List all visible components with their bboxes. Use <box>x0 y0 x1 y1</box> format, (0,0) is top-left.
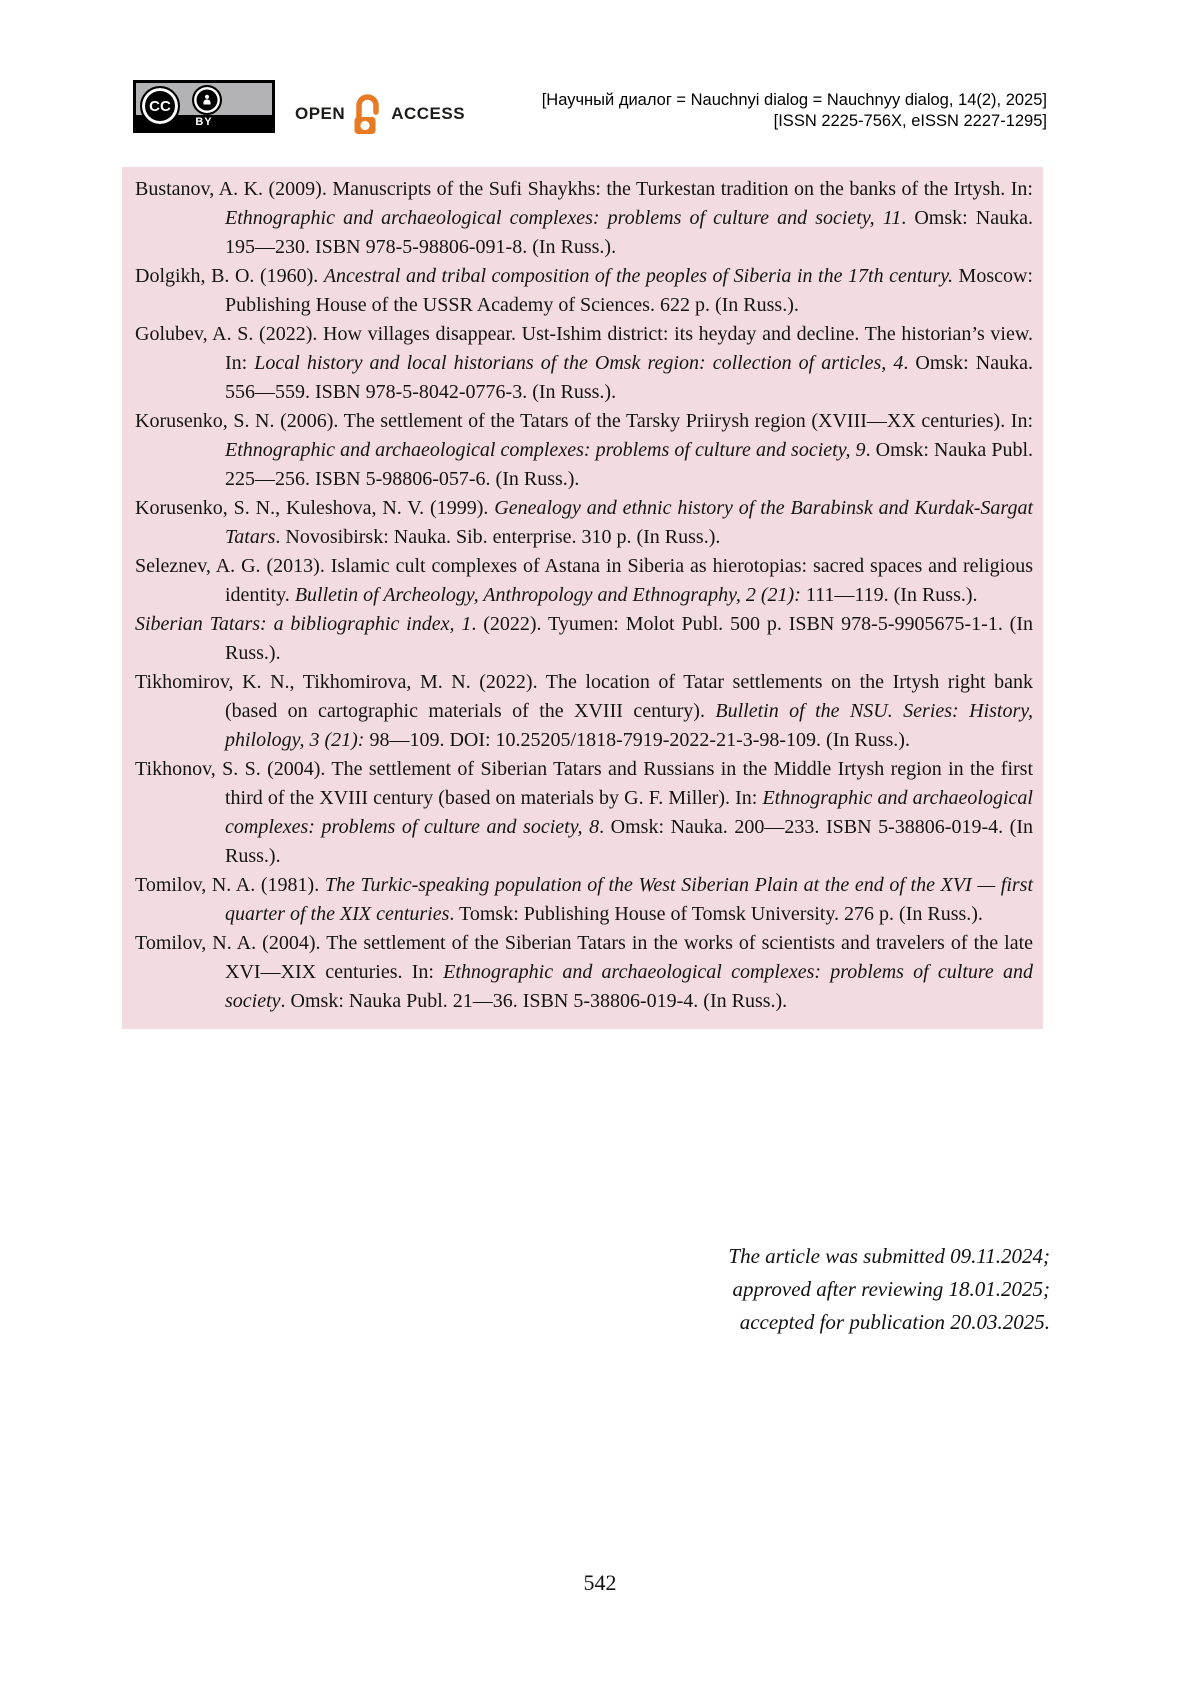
journal-header <box>542 90 1047 132</box>
open-access-access-label: ACCESS <box>391 104 466 123</box>
approved-date-line: approved after reviewing 18.01.2025; <box>732 1277 1050 1301</box>
reference-entry: Tikhomirov, K. N., Tikhomirova, M. N. (2022). The location of Tatar settlements on the Irtysh right bank (based on cartographic materials of the XVIII century). Bulletin of the NSU. Series: History, philology, 3 (21): 98—109. DOI: 10.25205/1818-7919-2022-21-3-98-109. (In Russ.). <box>135 671 1034 751</box>
references-list <box>122 167 1043 1029</box>
reference-entry: Tomilov, N. A. (1981). The Turkic-speaking population of the West Siberian Plain at the end of the XVI — first quarter of the XIX centuries. Tomsk: Publishing House of Tomsk University. 276 p. (In Russ.). <box>135 874 1033 925</box>
reference-entry: Korusenko, S. N., Kuleshova, N. V. (1999). Genealogy and ethnic history of the Barabinsk and Kurdak-Sargat Tatars. Novosibirsk: Nauka. Sib. enterprise. 310 p. (In Russ.). <box>135 497 1034 548</box>
open-access-logo <box>295 92 465 136</box>
cc-icon-label: CC <box>149 97 171 115</box>
page-number: 542 <box>583 1570 617 1595</box>
article-dates <box>728 1240 1050 1339</box>
open-access-lock-icon <box>352 92 384 136</box>
cc-by-label: BY <box>195 116 213 128</box>
reference-entry: Golubev, A. S. (2022). How villages disappear. Ust-Ishim district: its heyday and decline. The historian’s view. In: Local history and local historians of the Omsk region: collection of articles, 4. Omsk: Nauka. 556—559. ISBN 978-5-8042-0776-3. (In Russ.). <box>135 323 1034 403</box>
attribution-person-icon <box>192 85 222 115</box>
reference-entry: Bustanov, A. K. (2009). Manuscripts of the Sufi Shaykhs: the Turkestan tradition on the banks of the Irtysh. In: Ethnographic and archaeological complexes: problems of culture and society, 11. Omsk: Nauka. 195—230. ISBN 978-5-98806-091-8. (In Russ.). <box>135 178 1033 258</box>
reference-entry: Tomilov, N. A. (2004). The settlement of the Siberian Tatars in the works of scientists and travelers of the late XVI—XIX centuries. In: Ethnographic and archaeological complexes: problems of culture and society. Omsk: Nauka Publ. 21—36. ISBN 5-38806-019-4. (In Russ.). <box>135 932 1034 1012</box>
reference-entry: Siberian Tatars: a bibliographic index, 1. (2022). Tyumen: Molot Publ. 500 p. ISBN 978-5-9905675-1-1. (In Russ.). <box>135 613 1033 664</box>
reference-entry: Dolgikh, B. O. (1960). Ancestral and tribal composition of the peoples of Siberia in the 17th century. Moscow: Publishing House of the USSR Academy of Sciences. 622 p. (In Russ.). <box>135 265 1033 316</box>
cc-icon <box>140 86 180 126</box>
cc-by-badge <box>133 80 275 133</box>
accepted-date-line: accepted for publication 20.03.2025. <box>739 1310 1050 1334</box>
open-access-open-label: OPEN <box>295 104 346 123</box>
issn-line: [ISSN 2225-756X, eISSN 2227-1295] <box>773 112 1047 130</box>
reference-entry: Tikhonov, S. S. (2004). The settlement of Siberian Tatars and Russians in the Middle Irtysh region in the first third of the XVIII century (based on materials by G. F. Miller). In: Ethnographic and archaeological complexes: problems of culture and society, 8. Omsk: Nauka. 200—233. ISBN 5-38806-019-4. (In Russ.). <box>135 758 1034 867</box>
submitted-date-line: The article was submitted 09.11.2024; <box>728 1244 1050 1268</box>
reference-entry: Seleznev, A. G. (2013). Islamic cult complexes of Astana in Siberia as hierotopias: sacred spaces and religious identity. Bulletin of Archeology, Anthropology and Ethnography, 2 (21): 111—119. (In Russ.). <box>135 555 1033 606</box>
reference-entry: Korusenko, S. N. (2006). The settlement of the Tatars of the Tarsky Priirysh region (XVIII—XX centuries). In: Ethnographic and archaeological complexes: problems of culture and society, 9. Omsk: Nauka Publ. 225—256. ISBN 5-98806-057-6. (In Russ.). <box>135 410 1034 490</box>
journal-title-line: [Научный диалог = Nauchnyi dialog = Nauchnyy dialog, 14(2), 2025] <box>541 91 1047 109</box>
